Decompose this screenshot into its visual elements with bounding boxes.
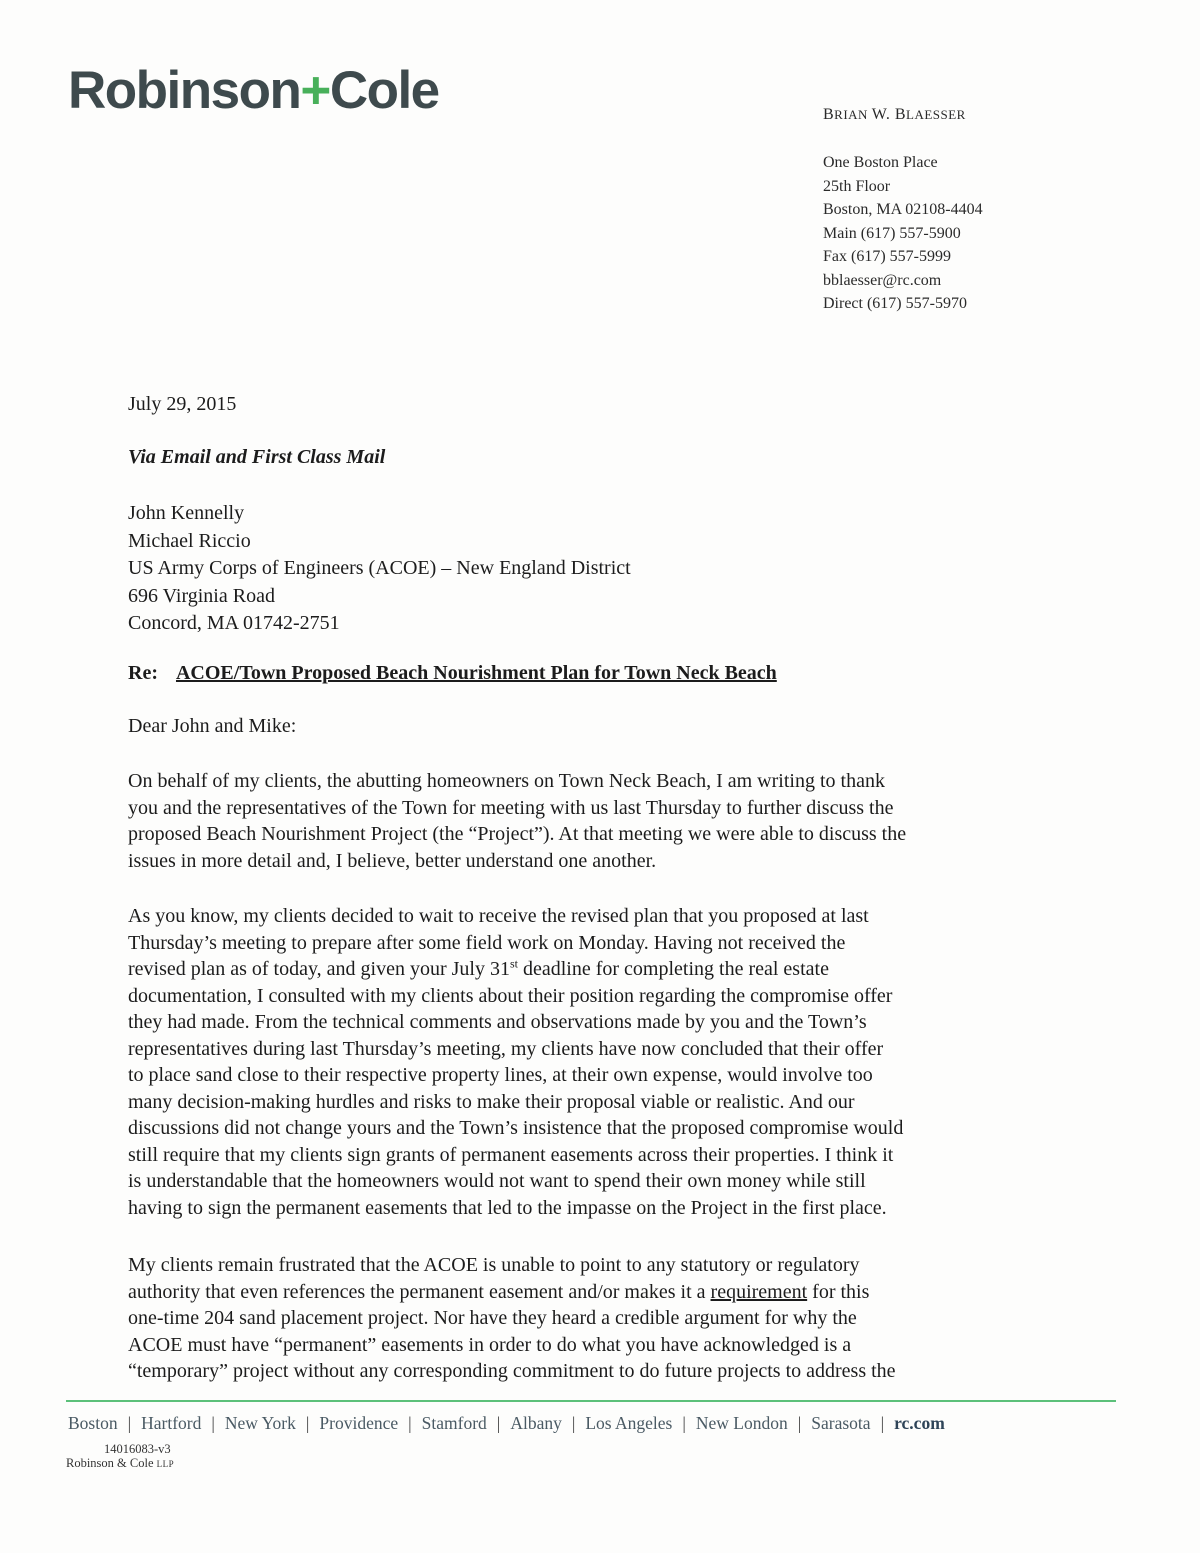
paragraph-2 [128,903,1058,1221]
re-label: Re: [128,662,158,684]
footer-separator: | [127,1413,132,1433]
text-line: discussions did not change yours and the Town’s insistence that the proposed compromise would [128,1117,904,1139]
paragraph-1 [128,768,1058,874]
text-line [128,956,1058,983]
text-fragment: deadline for completing the real estate [517,958,829,980]
document-number: 14016083-v3 [104,1442,171,1456]
text-line: still require that my clients sign grants of permanent easements across their properties. I think it [128,1143,894,1166]
attorney-name [823,106,966,124]
text-line: they had made. From the technical comments and observations made by you and the Town’s [128,1011,867,1033]
text-line: “temporary” project without any corresponding commitment to do future projects to address the [128,1360,896,1382]
attorney-last-rest: LAESSER [906,107,966,122]
sender-address-block [823,151,983,316]
re-subject: ACOE/Town Proposed Beach Nourishment Plan for Town Neck Beach [175,662,777,684]
office-name: New York [224,1413,296,1433]
footer-divider [66,1400,1116,1402]
salutation: Dear John and Mike: [128,715,297,737]
text-fragment: revised plan as of today, and given your July 31 [128,958,510,980]
footer-separator: | [571,1413,576,1433]
underlined-term: requirement [710,1280,808,1303]
recipient-line: US Army Corps of Engineers (ACOE) – New England District [128,557,631,579]
subject-line [128,662,777,685]
firm-logo [68,61,439,120]
logo-text-robinson: Robinson [68,61,301,120]
text-line: having to sign the permanent easements that led to the impasse on the Project in the first place. [128,1196,887,1219]
office-name: Albany [510,1413,562,1433]
footer-separator: | [797,1413,802,1433]
office-name: Providence [319,1413,399,1433]
office-locations [68,1413,945,1434]
text-line: is understandable that the homeowners would not want to spend their own money while still [128,1170,866,1192]
office-name: Hartford [141,1413,202,1433]
text-line: representatives during last Thursday’s meeting, my clients have now concluded that their offer [128,1037,884,1060]
attorney-middle: W. B [871,106,907,123]
logo-text-cole: Cole [329,61,439,120]
address-line: One Boston Place [823,154,938,171]
office-name: Stamford [421,1413,487,1433]
text-line: On behalf of my clients, the abutting homeowners on Town Neck Beach, I am writing to thank [128,770,885,792]
text-line: you and the representatives of the Town for meeting with us last Thursday to further discuss the [128,796,894,819]
text-line: My clients remain frustrated that the ACOE is unable to point to any statutory or regulatory [128,1254,860,1276]
logo-plus: + [300,61,330,120]
text-fragment: for this [807,1280,870,1303]
office-name: Sarasota [811,1413,871,1433]
text-line: to place sand close to their respective property lines, at their own expense, would involve too [128,1064,873,1086]
attorney-initial: B [823,106,835,123]
firm-suffix: LLP [156,1459,175,1469]
text-line: one-time 204 sand placement project. Nor have they heard a credible argument for why the [128,1307,857,1329]
address-line: 25th Floor [823,177,891,195]
text-line: ACOE must have “permanent” easements in order to do what you have acknowledged is a [128,1333,852,1356]
recipient-line: Concord, MA 01742-2751 [128,612,340,634]
footer-separator: | [305,1413,310,1433]
office-name: Boston [68,1413,118,1433]
footer-separator: | [211,1413,215,1433]
email-address: bblaesser@rc.com [823,271,942,289]
firm-name: Robinson & Cole [66,1456,154,1470]
firm-name-footer [66,1456,174,1471]
recipient-line: John Kennelly [128,502,245,524]
footer-separator: | [496,1413,501,1433]
footer-separator: | [682,1413,686,1433]
office-name: New London [695,1413,788,1433]
text-line: Thursday’s meeting to prepare after some field work on Monday. Having not received the [128,931,846,954]
text-line: documentation, I consulted with my clients about their position regarding the compromise offer [128,984,893,1007]
footer-separator: | [408,1413,412,1433]
recipient-line: Michael Riccio [128,529,251,552]
text-line [128,1279,1058,1306]
ordinal-suffix: st [509,956,518,971]
recipient-address-block [128,500,631,638]
text-line: proposed Beach Nourishment Project (the “Project”). At that meeting we were able to discuss the [128,823,907,845]
text-line: issues in more detail and, I believe, better understand one another. [128,849,657,872]
office-name: Los Angeles [585,1413,673,1433]
address-line: Boston, MA 02108-4404 [823,201,983,218]
letter-date: July 29, 2015 [128,393,237,415]
phone-main: Main (617) 557-5900 [823,224,961,242]
text-line: many decision-making hurdles and risks to make their proposal viable or realistic. And our [128,1090,855,1113]
recipient-line: 696 Virginia Road [128,584,275,607]
delivery-method: Via Email and First Class Mail [128,446,386,468]
text-fragment: authority that even references the permanent easement and/or makes it a [128,1280,711,1303]
text-line: As you know, my clients decided to wait to receive the revised plan that you proposed at last [128,905,869,927]
footer-separator: | [880,1413,885,1433]
paragraph-3 [128,1252,1058,1385]
phone-direct: Direct (617) 557-5970 [823,295,967,312]
website-link[interactable]: rc.com [894,1413,945,1433]
phone-fax: Fax (617) 557-5999 [823,248,951,265]
attorney-first-rest: RIAN [834,107,872,122]
